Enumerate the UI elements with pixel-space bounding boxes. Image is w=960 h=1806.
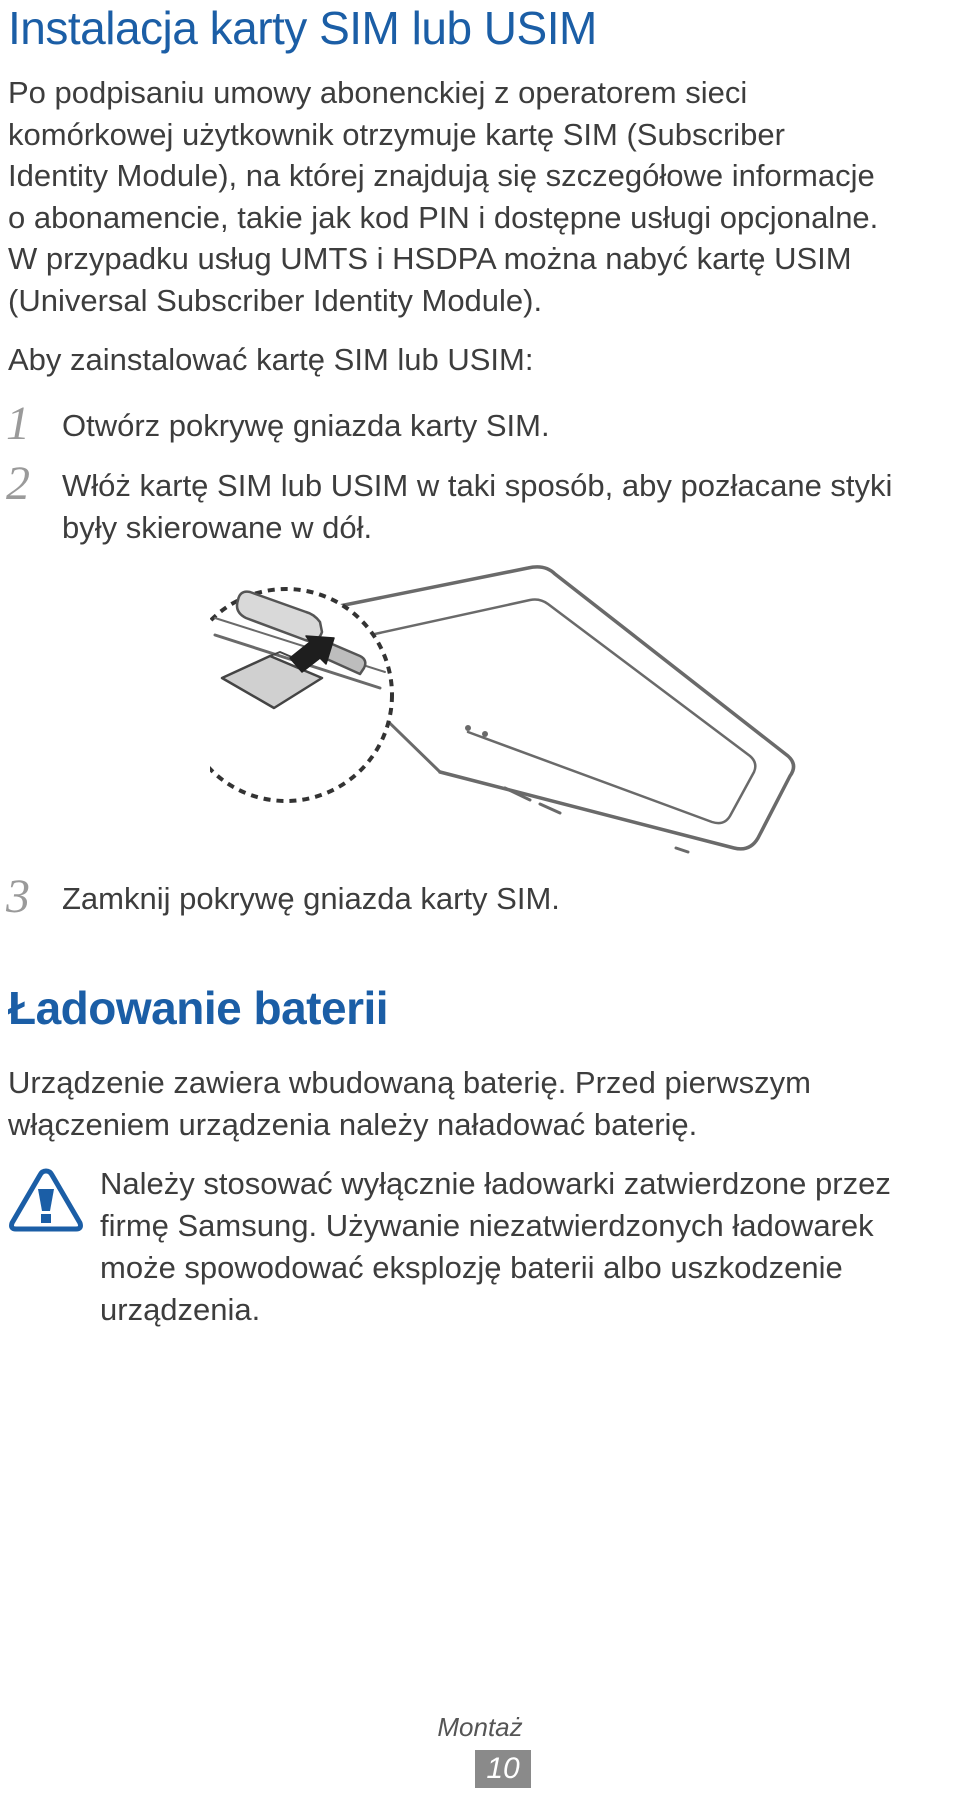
step-line: Otwórz pokrywę gniazda karty SIM.: [62, 408, 550, 443]
warning-line: może spowodować eksplozję baterii albo uszkodzenie: [100, 1250, 843, 1285]
warning-text: [100, 1163, 960, 1331]
step-number: 2: [6, 457, 30, 510]
intro-paragraph: [8, 72, 948, 321]
page-number-badge: 10: [475, 1750, 531, 1788]
lead-text: Aby zainstalować kartę SIM lub USIM:: [8, 342, 534, 377]
battery-intro-line: włączeniem urządzenia należy naładować baterię.: [8, 1106, 698, 1142]
step-text: [62, 405, 952, 447]
step-line: były skierowane w dół.: [62, 509, 373, 545]
intro-line: o abonamencie, takie jak kod PIN i dostępne usługi opcjonalne.: [8, 199, 879, 235]
warning-note: [0, 1163, 960, 1343]
intro-line: (Universal Subscriber Identity Module).: [8, 282, 543, 318]
warning-line: urządzenia.: [100, 1292, 261, 1327]
step-text: [62, 465, 952, 548]
intro-line: komórkowej użytkownik otrzymuje kartę SIM (Subscriber: [8, 116, 785, 152]
footer-section-label: Montaż: [437, 1712, 523, 1742]
intro-line: Identity Module), na której znajdują się szczegółowe informacje: [8, 158, 875, 193]
warning-line: Należy stosować wyłącznie ładowarki zatwierdzone przez: [100, 1166, 891, 1201]
intro-line: W przypadku usług UMTS i HSDPA można nabyć kartę USIM: [8, 241, 852, 276]
section-title-battery: Ładowanie baterii: [8, 982, 389, 1034]
warning-line: firmę Samsung. Używanie niezatwierdzonych ładowarek: [100, 1208, 874, 1243]
step-line: Włóż kartę SIM lub USIM w taki sposób, aby pozłacane styki: [62, 468, 893, 503]
sim-card-insertion-illustration: [210, 560, 810, 860]
battery-intro-line: Urządzenie zawiera wbudowaną baterię. Przed pierwszym: [8, 1065, 811, 1100]
step-text: [62, 878, 952, 920]
step-line: Zamknij pokrywę gniazda karty SIM.: [62, 881, 560, 916]
battery-intro: [8, 1062, 948, 1145]
section-title-sim: Instalacja karty SIM lub USIM: [8, 2, 597, 54]
step-number: 1: [6, 397, 30, 450]
step-number: 3: [6, 870, 30, 923]
warning-triangle-icon: [8, 1167, 84, 1233]
intro-line: Po podpisaniu umowy abonenckiej z operatorem sieci: [8, 75, 748, 110]
